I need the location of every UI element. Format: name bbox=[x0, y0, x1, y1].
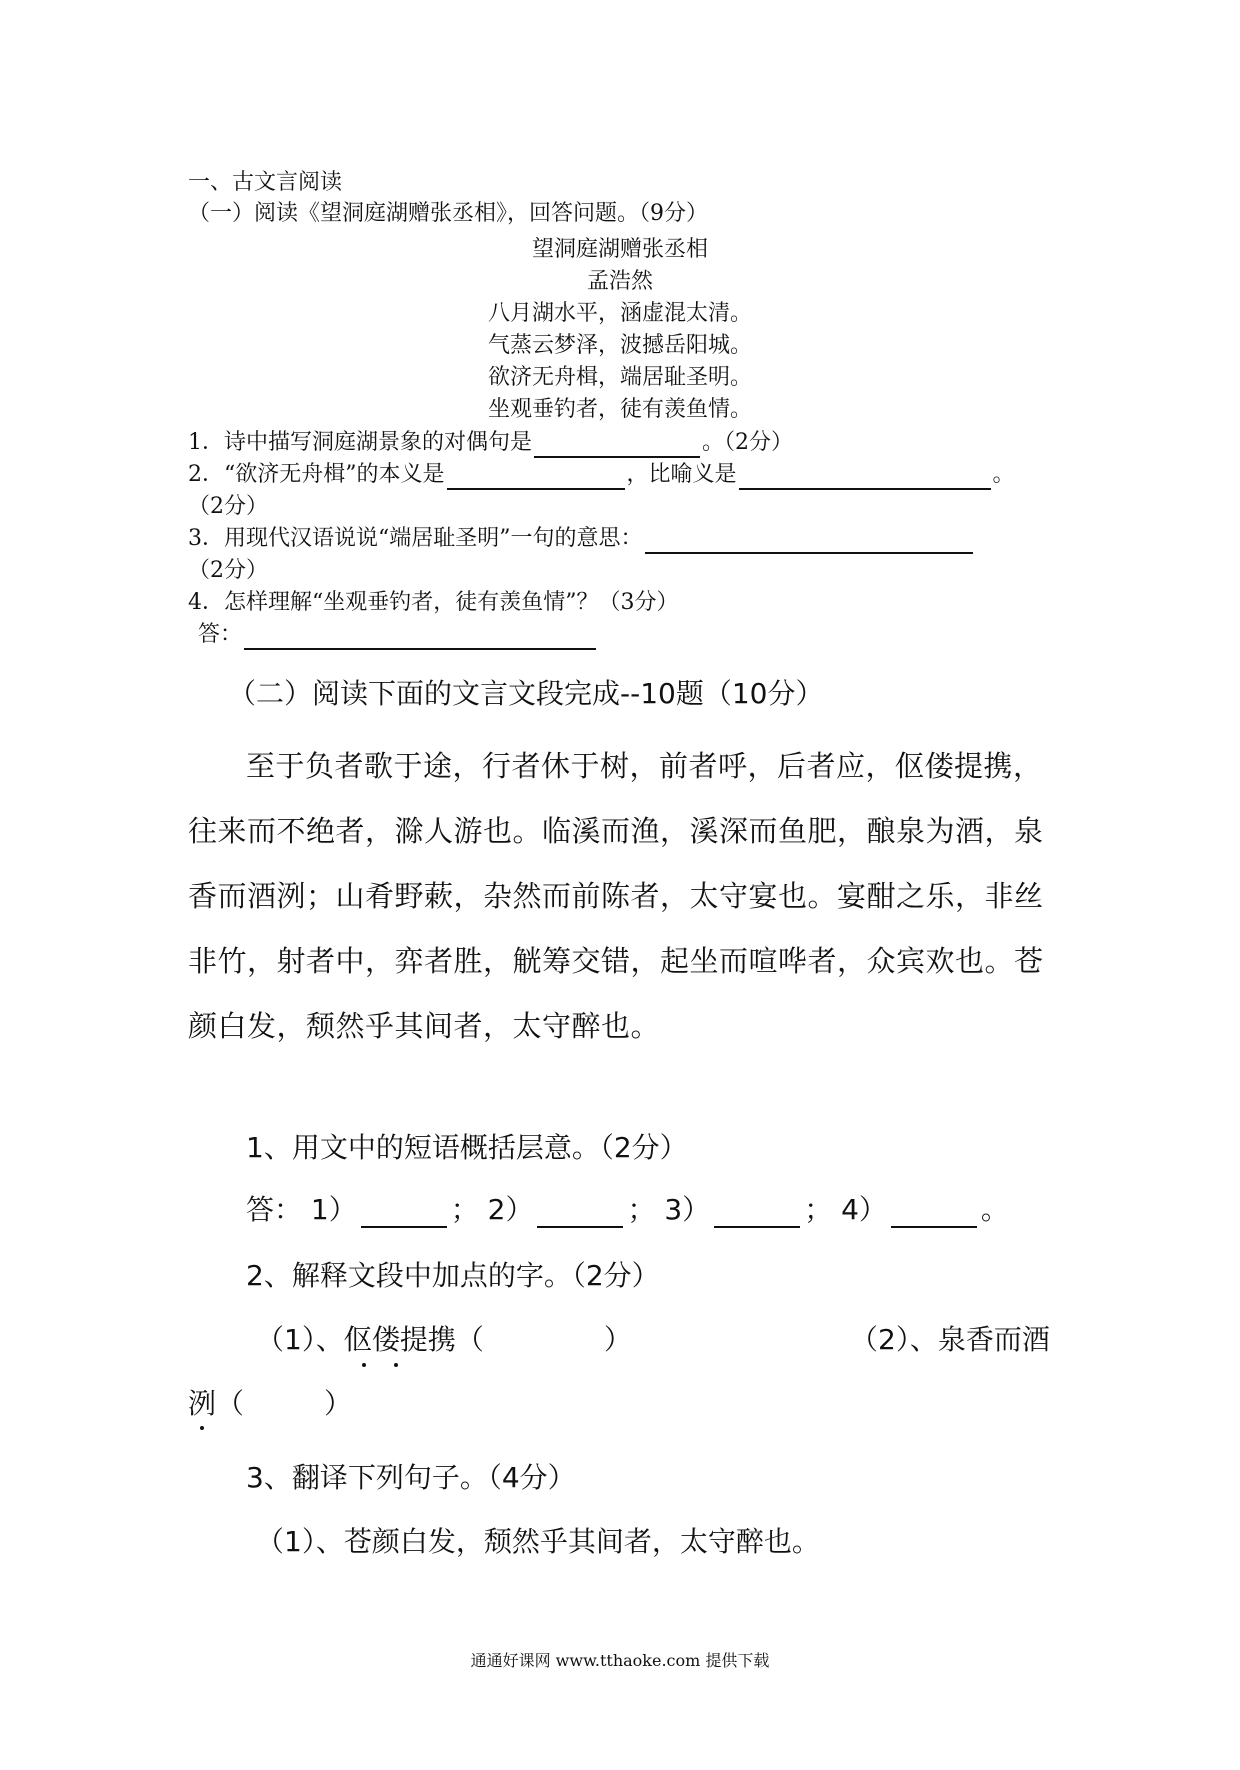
q2-end: 。 bbox=[992, 462, 1015, 487]
q2-score: （2分） bbox=[188, 494, 268, 519]
item-close: ） bbox=[603, 1323, 632, 1356]
answer-blank[interactable] bbox=[891, 1198, 977, 1228]
emphasis-dot bbox=[200, 1426, 204, 1430]
footer-note: 通通好课网 www.tthaoke.com 提供下载 bbox=[470, 1651, 770, 1670]
s1-question-1 bbox=[188, 428, 793, 458]
q3-score: （2分） bbox=[188, 558, 268, 583]
item-text: 洌（ bbox=[188, 1387, 245, 1420]
emphasis-dot bbox=[394, 1363, 398, 1367]
s2-question-2-item1 bbox=[256, 1318, 632, 1358]
q2-mid: ，比喻义是 bbox=[626, 462, 737, 487]
q1-end: 。 bbox=[980, 1193, 1009, 1226]
poem-author: 孟浩然 bbox=[586, 269, 653, 294]
q2-text: 2．“欲济无舟楫”的本义是 bbox=[188, 462, 445, 487]
s1-question-2 bbox=[188, 460, 1015, 490]
answer-blank[interactable] bbox=[447, 466, 625, 490]
section1-heading: 一、古文言阅读 bbox=[188, 170, 343, 195]
poem-line: 八月湖水平，涵虚混太清。 bbox=[487, 301, 752, 326]
q1-text: 1．诗中描写洞庭湖景象的对偶句是 bbox=[188, 430, 532, 455]
emphasis-dot bbox=[362, 1363, 366, 1367]
q1-end: 。（2分） bbox=[702, 430, 793, 455]
s2-question-1: 1、用文中的短语概括层意。（2分） bbox=[246, 1131, 688, 1164]
answer-blank[interactable] bbox=[244, 626, 596, 650]
item-label: ； 4） bbox=[804, 1193, 887, 1226]
item-label: ； 2） bbox=[450, 1193, 534, 1226]
answer-blank[interactable] bbox=[534, 434, 700, 458]
answer-label: 答： bbox=[198, 622, 243, 647]
passage-text: 至于负者歌于途，行者休于树，前者呼，后者应，伛偻提携，往来而不绝者，滁人游也。临溪而渔，溪深而鱼肥，酿泉为酒，泉香而酒洌；山肴野蔌，杂然而前陈者，太守宴也。宴酣之乐，非丝非竹，射者中，弈者胜，觥筹交错，起坐而喧哗者，众宾欢也。苍颜白发，颓然乎其间者，太守醉也。 bbox=[188, 749, 1044, 1043]
s2-question-3-item1: （1）、苍颜白发，颓然乎其间者，太守醉也。 bbox=[256, 1525, 820, 1558]
answer-blank[interactable] bbox=[739, 466, 991, 490]
s2-question-1-answers bbox=[246, 1188, 1009, 1228]
poem-line: 欲济无舟楫，端居耻圣明。 bbox=[487, 365, 752, 390]
s2-question-2-item2-cont bbox=[188, 1382, 352, 1422]
section1-sub-heading: （一）阅读《望洞庭湖赠张丞相》，回答问题。（9分） bbox=[188, 201, 708, 226]
s1-question-4-answer bbox=[198, 620, 598, 650]
exam-page bbox=[0, 16, 1240, 1770]
answer-blank[interactable] bbox=[361, 1198, 447, 1228]
s2-question-2: 2、解释文段中加点的字。（2分） bbox=[246, 1259, 660, 1292]
poem-line: 气蒸云梦泽，波撼岳阳城。 bbox=[487, 333, 752, 358]
s2-question-2-item2: （2）、泉香而酒 bbox=[850, 1323, 1050, 1356]
s2-question-3: 3、翻译下列句子。（4分） bbox=[246, 1461, 576, 1494]
answer-blank[interactable] bbox=[537, 1198, 623, 1228]
answer-label: 答： bbox=[246, 1193, 303, 1226]
item-text: （1）、伛偻提携（ bbox=[256, 1323, 484, 1356]
poem-line: 坐观垂钓者，徒有羡鱼情。 bbox=[487, 397, 752, 422]
poem-title: 望洞庭湖赠张丞相 bbox=[531, 237, 708, 262]
answer-blank[interactable] bbox=[714, 1198, 800, 1228]
s1-question-3 bbox=[188, 524, 975, 554]
section2-heading: （二）阅读下面的文言文段完成--10题（10分） bbox=[228, 677, 824, 710]
item-close: ） bbox=[324, 1387, 353, 1420]
item-label: 1） bbox=[310, 1193, 357, 1226]
item-label: ； 3） bbox=[627, 1193, 711, 1226]
answer-blank[interactable] bbox=[645, 530, 973, 554]
s1-question-4: 4．怎样理解“坐观垂钓者，徒有羡鱼情”？（3分） bbox=[188, 590, 679, 615]
q3-text: 3．用现代汉语说说“端居耻圣明”一句的意思： bbox=[188, 526, 643, 551]
